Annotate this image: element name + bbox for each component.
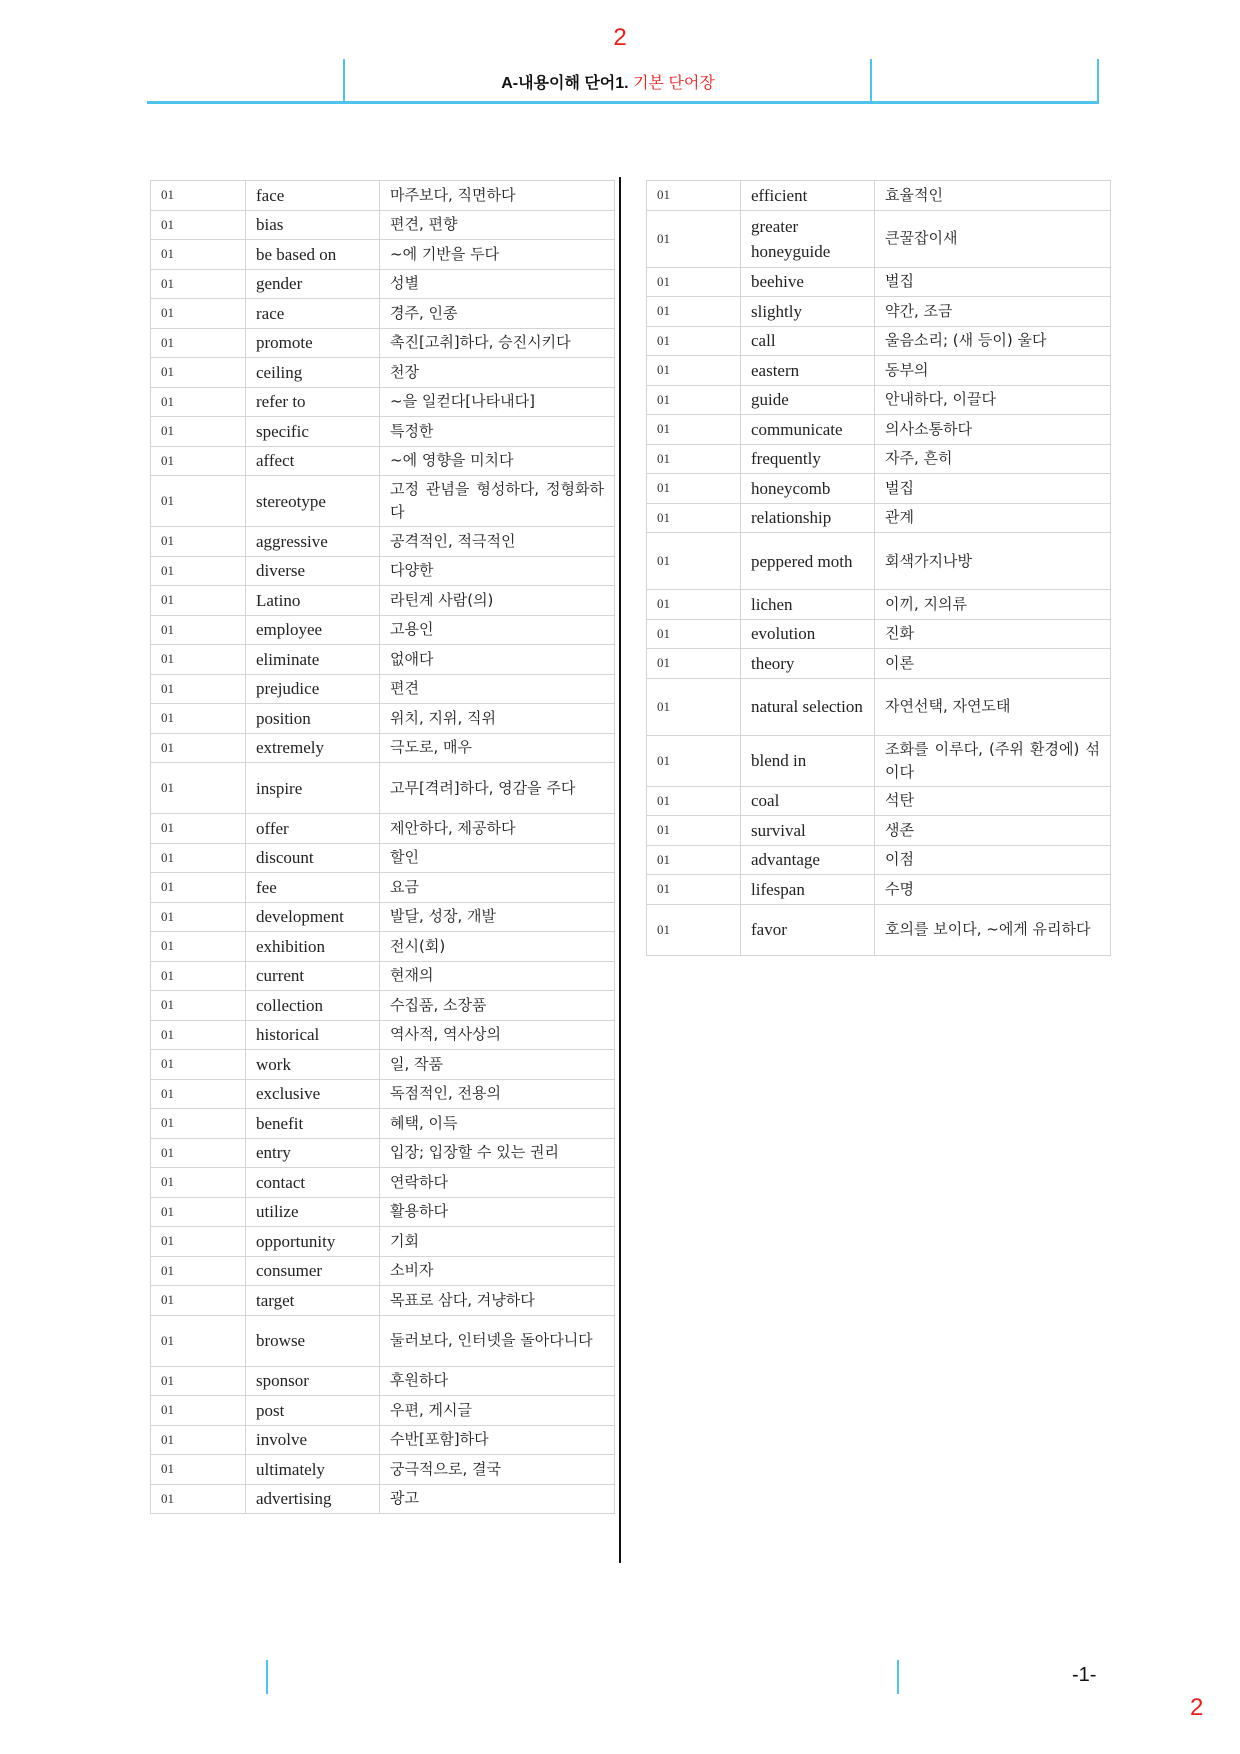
- entry-meaning: 이론: [875, 649, 1111, 679]
- entry-word: opportunity: [246, 1227, 380, 1257]
- entry-word: natural selection: [741, 678, 875, 735]
- entry-number: 01: [151, 181, 246, 211]
- entry-word: aggressive: [246, 527, 380, 557]
- table-row: [151, 1484, 615, 1514]
- entry-number: 01: [647, 904, 741, 955]
- table-row: [151, 299, 615, 329]
- entry-word: employee: [246, 615, 380, 645]
- entry-word: bias: [246, 210, 380, 240]
- table-row: [647, 786, 1111, 816]
- entry-word: offer: [246, 814, 380, 844]
- entry-number: 01: [647, 297, 741, 327]
- entry-word: exhibition: [246, 932, 380, 962]
- table-row: [647, 267, 1111, 297]
- table-row: [151, 1050, 615, 1080]
- entry-number: 01: [647, 326, 741, 356]
- entry-meaning: 둘러보다, 인터넷을 돌아다니다: [380, 1315, 615, 1366]
- entry-number: 01: [151, 843, 246, 873]
- entry-meaning: 편견, 편향: [380, 210, 615, 240]
- entry-meaning: 일, 작품: [380, 1050, 615, 1080]
- entry-number: 01: [647, 356, 741, 386]
- table-row: [151, 240, 615, 270]
- entry-meaning: 연락하다: [380, 1168, 615, 1198]
- entry-word: eastern: [741, 356, 875, 386]
- table-row: [151, 814, 615, 844]
- entry-word: lichen: [741, 590, 875, 620]
- entry-meaning: 경주, 인종: [380, 299, 615, 329]
- bottom-page-number: 2: [1190, 1694, 1204, 1721]
- entry-number: 01: [151, 1227, 246, 1257]
- table-row: [647, 326, 1111, 356]
- entry-word: promote: [246, 328, 380, 358]
- entry-word: slightly: [741, 297, 875, 327]
- entry-word: coal: [741, 786, 875, 816]
- entry-word: consumer: [246, 1256, 380, 1286]
- entry-meaning: 고정 관념을 형성하다, 정형화하다: [380, 476, 615, 527]
- entry-meaning: 마주보다, 직면하다: [380, 181, 615, 211]
- table-row: [151, 733, 615, 763]
- entry-meaning: 제안하다, 제공하다: [380, 814, 615, 844]
- table-row: [151, 417, 615, 447]
- entry-meaning: 광고: [380, 1484, 615, 1514]
- entry-meaning: 이끼, 지의류: [875, 590, 1111, 620]
- entry-number: 01: [647, 649, 741, 679]
- entry-meaning: 석탄: [875, 786, 1111, 816]
- table-row: [647, 533, 1111, 590]
- entry-number: 01: [151, 704, 246, 734]
- entry-number: 01: [151, 210, 246, 240]
- entry-meaning: 수집품, 소장품: [380, 991, 615, 1021]
- table-row: [151, 527, 615, 557]
- entry-number: 01: [647, 816, 741, 846]
- table-row: [151, 902, 615, 932]
- entry-meaning: 기회: [380, 1227, 615, 1257]
- table-row: [151, 210, 615, 240]
- entry-meaning: 큰꿀잡이새: [875, 210, 1111, 267]
- table-row: [151, 932, 615, 962]
- entry-number: 01: [151, 1366, 246, 1396]
- entry-word: favor: [741, 904, 875, 955]
- footer-divider-right: [897, 1660, 899, 1694]
- entry-meaning: 성별: [380, 269, 615, 299]
- entry-word: survival: [741, 816, 875, 846]
- entry-word: development: [246, 902, 380, 932]
- entry-word: honeycomb: [741, 474, 875, 504]
- entry-meaning: 라틴계 사람(의): [380, 586, 615, 616]
- table-row: [151, 645, 615, 675]
- footer-divider-left: [266, 1660, 268, 1694]
- page-number: -1-: [1072, 1664, 1097, 1686]
- entry-word: guide: [741, 385, 875, 415]
- entry-meaning: 천장: [380, 358, 615, 388]
- entry-number: 01: [151, 902, 246, 932]
- entry-number: 01: [151, 527, 246, 557]
- entry-number: 01: [151, 1455, 246, 1485]
- entry-meaning: 현재의: [380, 961, 615, 991]
- entry-meaning: 전시(회): [380, 932, 615, 962]
- entry-word: gender: [246, 269, 380, 299]
- entry-meaning: 이점: [875, 845, 1111, 875]
- entry-meaning: 수명: [875, 875, 1111, 905]
- entry-meaning: 벌집: [875, 267, 1111, 297]
- entry-meaning: 목표로 삼다, 겨냥하다: [380, 1286, 615, 1316]
- table-row: [647, 181, 1111, 211]
- entry-word: specific: [246, 417, 380, 447]
- entry-meaning: 자주, 흔히: [875, 444, 1111, 474]
- table-row: [151, 181, 615, 211]
- table-row: [151, 1366, 615, 1396]
- entry-number: 01: [151, 586, 246, 616]
- table-row: [151, 556, 615, 586]
- entry-meaning: 자연선택, 자연도태: [875, 678, 1111, 735]
- entry-number: 01: [151, 1396, 246, 1426]
- table-row: [151, 586, 615, 616]
- table-row: [647, 356, 1111, 386]
- entry-word: eliminate: [246, 645, 380, 675]
- page-title: [345, 70, 871, 93]
- entry-word: browse: [246, 1315, 380, 1366]
- entry-word: affect: [246, 446, 380, 476]
- top-page-number: 2: [613, 24, 627, 51]
- entry-meaning: 혜택, 이득: [380, 1109, 615, 1139]
- entry-number: 01: [151, 358, 246, 388]
- entry-word: blend in: [741, 735, 875, 786]
- entry-word: work: [246, 1050, 380, 1080]
- entry-word: efficient: [741, 181, 875, 211]
- entry-meaning: 고무[격려]하다, 영감을 주다: [380, 763, 615, 814]
- entry-word: relationship: [741, 503, 875, 533]
- entry-word: inspire: [246, 763, 380, 814]
- entry-number: 01: [151, 1168, 246, 1198]
- entry-number: 01: [647, 474, 741, 504]
- entry-word: collection: [246, 991, 380, 1021]
- entry-meaning: 할인: [380, 843, 615, 873]
- table-row: [151, 615, 615, 645]
- entry-word: peppered moth: [741, 533, 875, 590]
- table-row: [151, 1197, 615, 1227]
- table-row: [647, 735, 1111, 786]
- table-row: [151, 1396, 615, 1426]
- entry-word: refer to: [246, 387, 380, 417]
- table-row: [151, 1455, 615, 1485]
- table-row: [151, 674, 615, 704]
- entry-word: frequently: [741, 444, 875, 474]
- entry-meaning: 관계: [875, 503, 1111, 533]
- entry-number: 01: [647, 735, 741, 786]
- table-row: [647, 904, 1111, 955]
- table-row: [151, 1020, 615, 1050]
- entry-meaning: 발달, 성장, 개발: [380, 902, 615, 932]
- entry-number: 01: [151, 269, 246, 299]
- entry-word: evolution: [741, 619, 875, 649]
- table-row: [647, 415, 1111, 445]
- entry-meaning: ~을 일컫다[나타내다]: [380, 387, 615, 417]
- table-row: [151, 1168, 615, 1198]
- entry-word: be based on: [246, 240, 380, 270]
- entry-number: 01: [647, 845, 741, 875]
- table-row: [151, 704, 615, 734]
- entry-word: advertising: [246, 1484, 380, 1514]
- entry-meaning: 다양한: [380, 556, 615, 586]
- entry-word: discount: [246, 843, 380, 873]
- table-row: [151, 1227, 615, 1257]
- page-title-highlight: 기본 단어장: [633, 75, 715, 92]
- entry-word: entry: [246, 1138, 380, 1168]
- entry-meaning: ~에 기반을 두다: [380, 240, 615, 270]
- table-row: [151, 328, 615, 358]
- table-row: [647, 649, 1111, 679]
- entry-word: Latino: [246, 586, 380, 616]
- entry-meaning: 궁극적으로, 결국: [380, 1455, 615, 1485]
- entry-word: extremely: [246, 733, 380, 763]
- entry-word: ultimately: [246, 1455, 380, 1485]
- entry-meaning: 촉진[고취]하다, 승진시키다: [380, 328, 615, 358]
- table-row: [151, 873, 615, 903]
- entry-word: exclusive: [246, 1079, 380, 1109]
- table-row: [647, 297, 1111, 327]
- entry-number: 01: [647, 786, 741, 816]
- entry-word: stereotype: [246, 476, 380, 527]
- entry-number: 01: [647, 503, 741, 533]
- entry-meaning: ~에 영향을 미치다: [380, 446, 615, 476]
- entry-word: involve: [246, 1425, 380, 1455]
- table-row: [151, 446, 615, 476]
- entry-number: 01: [151, 1197, 246, 1227]
- entry-number: 01: [647, 619, 741, 649]
- vocab-table-right: [646, 180, 1111, 956]
- entry-number: 01: [151, 763, 246, 814]
- entry-number: 01: [151, 645, 246, 675]
- entry-word: target: [246, 1286, 380, 1316]
- page-title-prefix: A-내용이해 단어1.: [501, 75, 634, 92]
- entry-meaning: 공격적인, 적극적인: [380, 527, 615, 557]
- entry-number: 01: [151, 615, 246, 645]
- table-row: [151, 269, 615, 299]
- entry-number: 01: [151, 1256, 246, 1286]
- entry-meaning: 입장; 입장할 수 있는 권리: [380, 1138, 615, 1168]
- entry-meaning: 회색가지나방: [875, 533, 1111, 590]
- table-row: [647, 210, 1111, 267]
- entry-number: 01: [151, 328, 246, 358]
- entry-number: 01: [151, 446, 246, 476]
- entry-meaning: 약간, 조금: [875, 297, 1111, 327]
- entry-number: 01: [151, 991, 246, 1021]
- entry-word: contact: [246, 1168, 380, 1198]
- entry-meaning: 벌집: [875, 474, 1111, 504]
- entry-number: 01: [151, 873, 246, 903]
- entry-word: greater honeyguide: [741, 210, 875, 267]
- entry-word: sponsor: [246, 1366, 380, 1396]
- entry-number: 01: [647, 415, 741, 445]
- entry-word: utilize: [246, 1197, 380, 1227]
- entry-meaning: 호의를 보이다, ~에게 유리하다: [875, 904, 1111, 955]
- entry-number: 01: [151, 476, 246, 527]
- entry-word: benefit: [246, 1109, 380, 1139]
- column-divider: [619, 177, 621, 1563]
- table-row: [151, 961, 615, 991]
- entry-meaning: 편견: [380, 674, 615, 704]
- entry-number: 01: [151, 1425, 246, 1455]
- entry-meaning: 안내하다, 이끌다: [875, 385, 1111, 415]
- entry-word: call: [741, 326, 875, 356]
- table-row: [151, 358, 615, 388]
- table-row: [151, 1256, 615, 1286]
- entry-meaning: 독점적인, 전용의: [380, 1079, 615, 1109]
- table-row: [647, 678, 1111, 735]
- table-row: [151, 387, 615, 417]
- entry-word: communicate: [741, 415, 875, 445]
- entry-number: 01: [151, 1315, 246, 1366]
- entry-word: lifespan: [741, 875, 875, 905]
- entry-meaning: 생존: [875, 816, 1111, 846]
- table-row: [151, 476, 615, 527]
- entry-number: 01: [151, 814, 246, 844]
- entry-meaning: 수반[포함]하다: [380, 1425, 615, 1455]
- entry-number: 01: [151, 1050, 246, 1080]
- entry-number: 01: [647, 210, 741, 267]
- table-row: [647, 619, 1111, 649]
- entry-meaning: 위치, 지위, 직위: [380, 704, 615, 734]
- entry-number: 01: [151, 733, 246, 763]
- entry-number: 01: [151, 674, 246, 704]
- entry-meaning: 후원하다: [380, 1366, 615, 1396]
- table-row: [151, 763, 615, 814]
- vocab-table-left: [150, 180, 615, 1514]
- entry-meaning: 조화를 이루다, (주위 환경에) 섞이다: [875, 735, 1111, 786]
- entry-word: race: [246, 299, 380, 329]
- table-row: [151, 1109, 615, 1139]
- entry-number: 01: [151, 961, 246, 991]
- entry-number: 01: [647, 267, 741, 297]
- entry-meaning: 극도로, 매우: [380, 733, 615, 763]
- entry-number: 01: [151, 932, 246, 962]
- entry-number: 01: [647, 181, 741, 211]
- entry-number: 01: [647, 533, 741, 590]
- table-row: [151, 1315, 615, 1366]
- entry-meaning: 동부의: [875, 356, 1111, 386]
- entry-number: 01: [151, 1484, 246, 1514]
- entry-number: 01: [151, 1109, 246, 1139]
- entry-meaning: 요금: [380, 873, 615, 903]
- entry-number: 01: [151, 417, 246, 447]
- entry-word: fee: [246, 873, 380, 903]
- table-row: [151, 843, 615, 873]
- entry-word: face: [246, 181, 380, 211]
- table-row: [151, 991, 615, 1021]
- entry-meaning: 우편, 게시글: [380, 1396, 615, 1426]
- table-row: [647, 875, 1111, 905]
- entry-meaning: 특정한: [380, 417, 615, 447]
- entry-number: 01: [151, 1020, 246, 1050]
- entry-number: 01: [151, 387, 246, 417]
- header-divider-end: [1097, 59, 1099, 103]
- entry-word: current: [246, 961, 380, 991]
- entry-word: theory: [741, 649, 875, 679]
- entry-meaning: 고용인: [380, 615, 615, 645]
- entry-number: 01: [647, 678, 741, 735]
- entry-meaning: 효율적인: [875, 181, 1111, 211]
- table-row: [151, 1425, 615, 1455]
- entry-word: historical: [246, 1020, 380, 1050]
- table-row: [151, 1286, 615, 1316]
- entry-meaning: 역사적, 역사상의: [380, 1020, 615, 1050]
- entry-number: 01: [647, 590, 741, 620]
- table-row: [647, 385, 1111, 415]
- entry-meaning: 진화: [875, 619, 1111, 649]
- table-row: [151, 1079, 615, 1109]
- entry-word: ceiling: [246, 358, 380, 388]
- entry-number: 01: [151, 299, 246, 329]
- entry-word: diverse: [246, 556, 380, 586]
- entry-word: beehive: [741, 267, 875, 297]
- entry-word: position: [246, 704, 380, 734]
- table-row: [647, 474, 1111, 504]
- entry-meaning: 없애다: [380, 645, 615, 675]
- entry-meaning: 의사소통하다: [875, 415, 1111, 445]
- table-row: [151, 1138, 615, 1168]
- entry-word: prejudice: [246, 674, 380, 704]
- table-row: [647, 444, 1111, 474]
- entry-number: 01: [647, 385, 741, 415]
- header-rule: [147, 101, 1099, 104]
- table-row: [647, 503, 1111, 533]
- entry-number: 01: [151, 240, 246, 270]
- entry-number: 01: [647, 875, 741, 905]
- entry-number: 01: [647, 444, 741, 474]
- table-row: [647, 590, 1111, 620]
- entry-word: post: [246, 1396, 380, 1426]
- entry-word: advantage: [741, 845, 875, 875]
- entry-meaning: 소비자: [380, 1256, 615, 1286]
- entry-meaning: 울음소리; (새 등이) 울다: [875, 326, 1111, 356]
- entry-number: 01: [151, 1079, 246, 1109]
- table-row: [647, 845, 1111, 875]
- entry-number: 01: [151, 1138, 246, 1168]
- entry-number: 01: [151, 556, 246, 586]
- entry-number: 01: [151, 1286, 246, 1316]
- table-row: [647, 816, 1111, 846]
- entry-meaning: 활용하다: [380, 1197, 615, 1227]
